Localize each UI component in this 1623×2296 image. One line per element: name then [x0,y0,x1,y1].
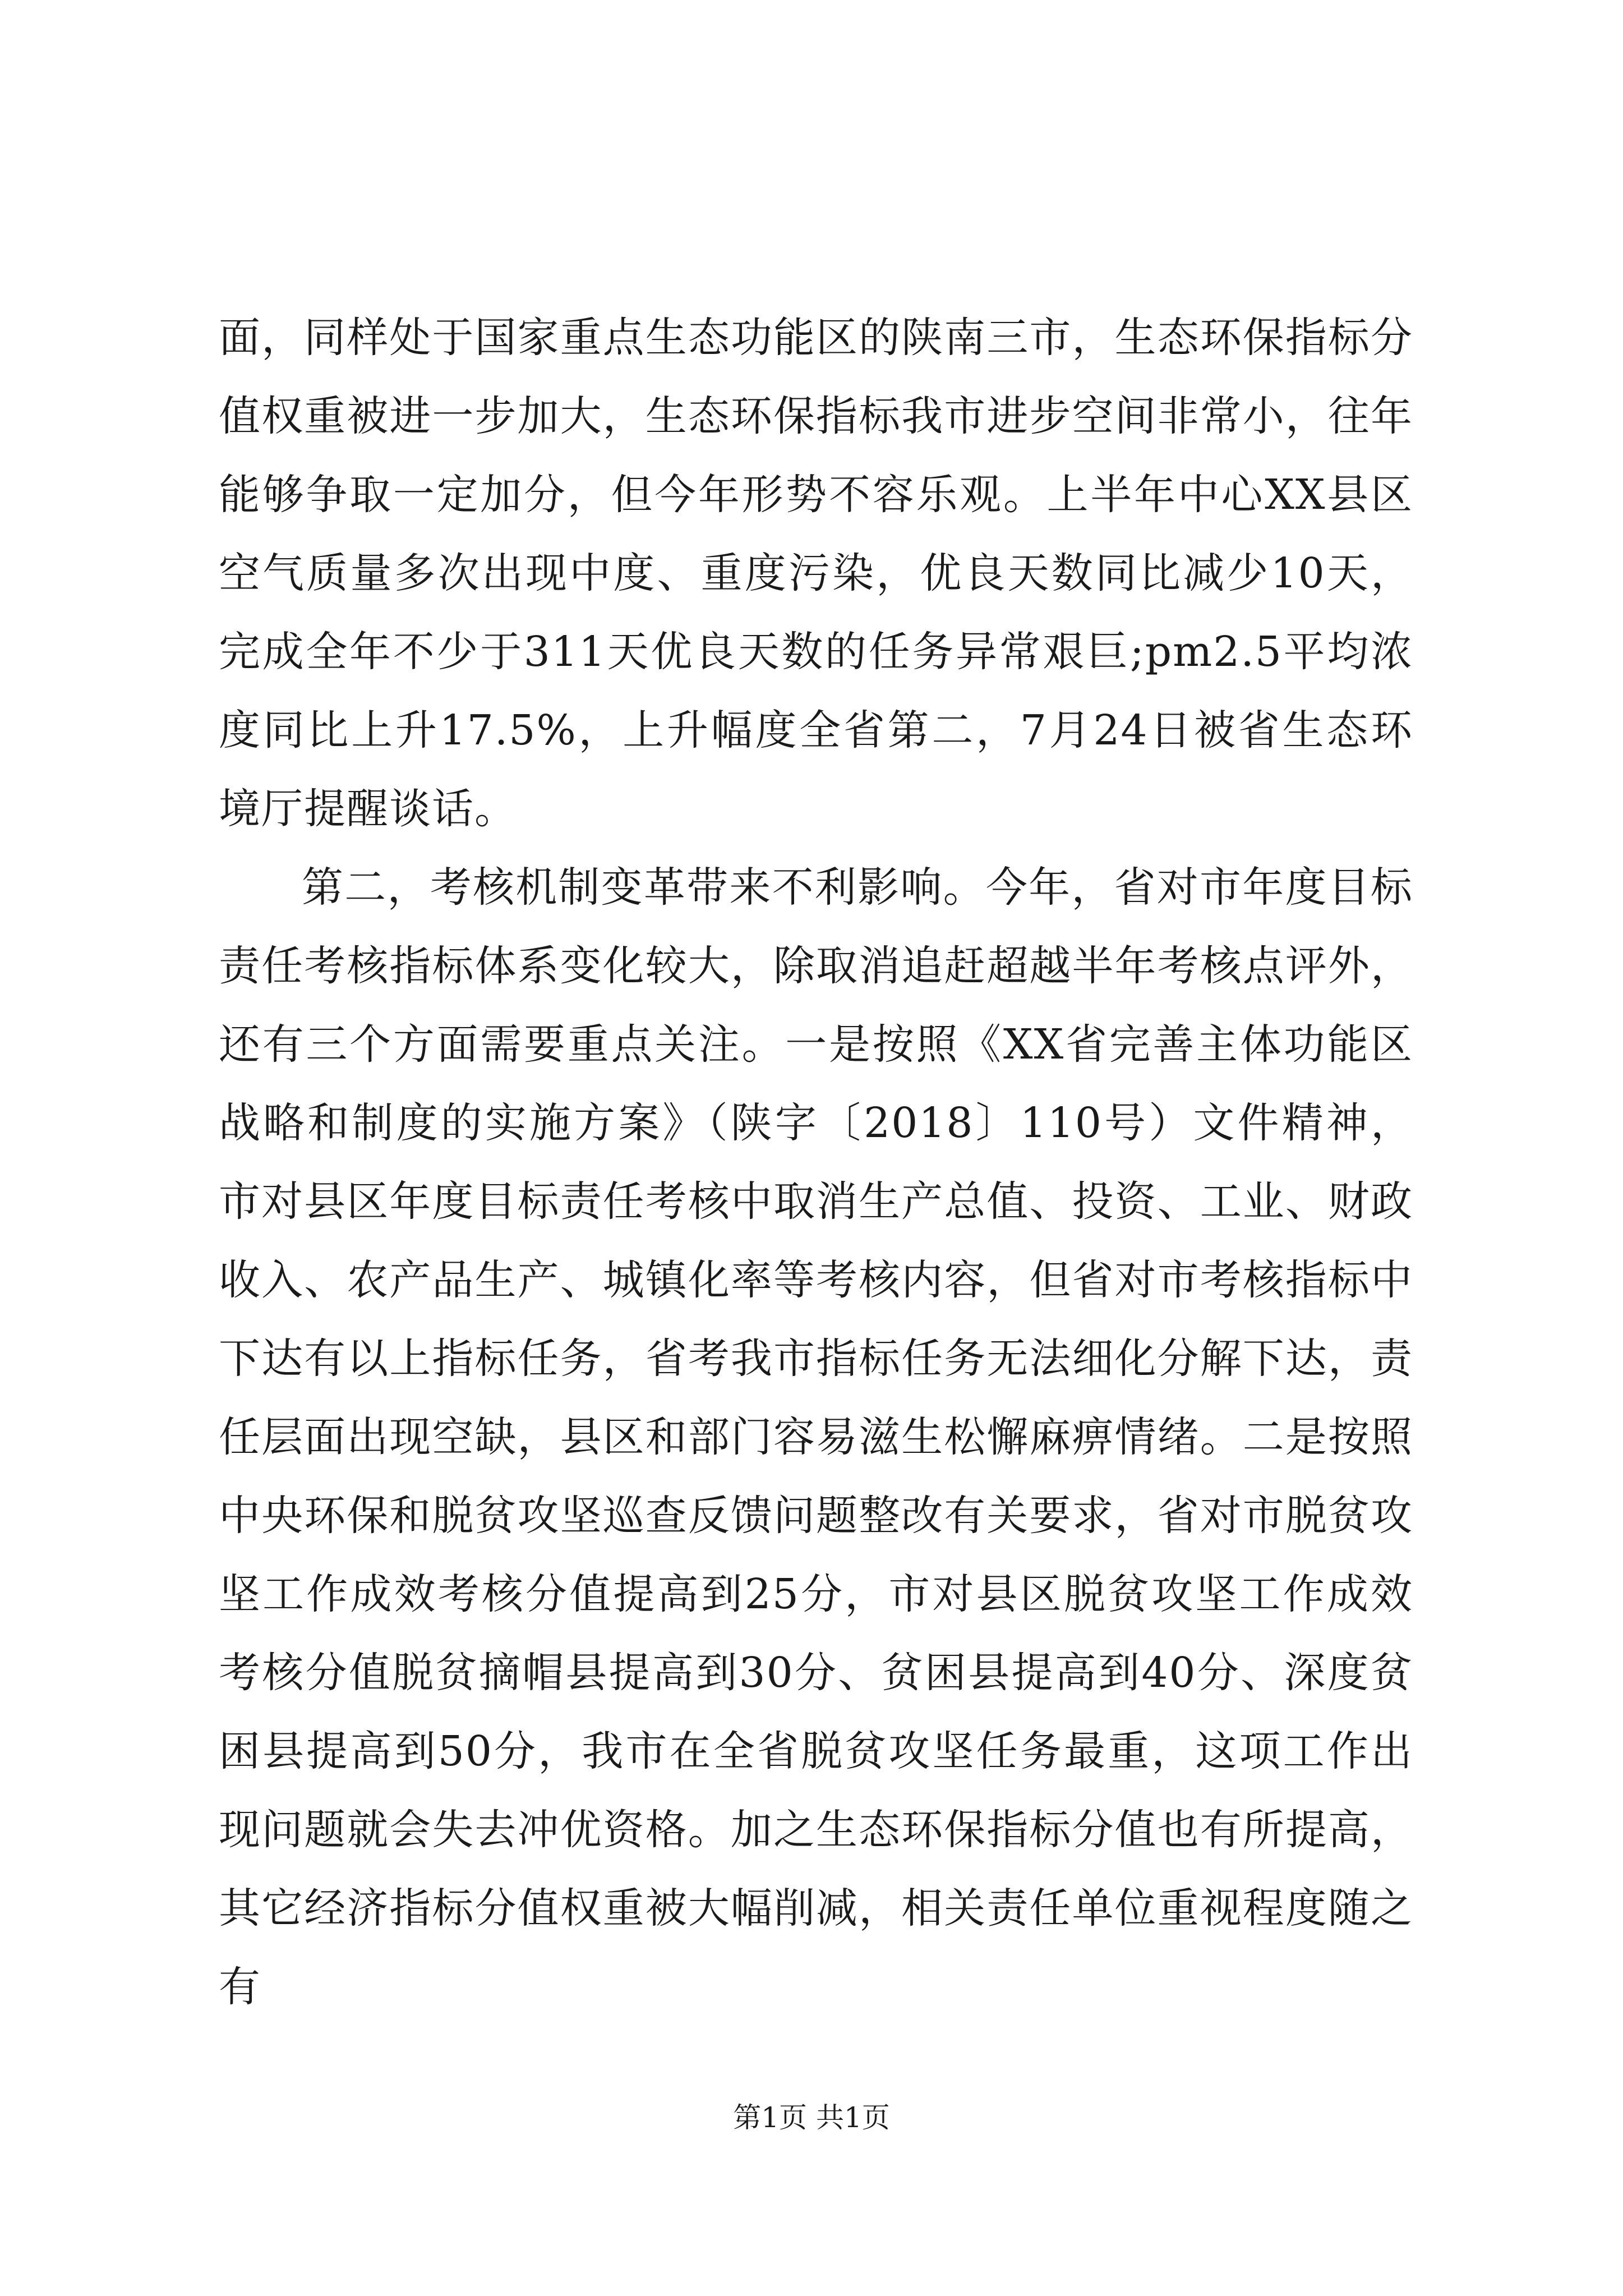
document-body [219,298,1413,2026]
paragraph-2: 第二，考核机制变革带来不利影响。今年，省对市年度目标责任考核指标体系变化较大，除取消追赶超越半年考核点评外，还有三个方面需要重点关注。一是按照《XX省完善主体功能区战略和制度的实施方案》（陕字〔2018〕110号）文件精神，市对县区年度目标责任考核中取消生产总值、投资、工业、财政收入、农产品生产、城镇化率等考核内容，但省对市考核指标中下达有以上指标任务，省考我市指标任务无法细化分解下达，责任层面出现空缺，县区和部门容易滋生松懈麻痹情绪。二是按照中央环保和脱贫攻坚巡查反馈问题整改有关要求，省对市脱贫攻坚工作成效考核分值提高到25分，市对县区脱贫攻坚工作成效考核分值脱贫摘帽县提高到30分、贫困县提高到40分、深度贫困县提高到50分，我市在全省脱贫攻坚任务最重，这项工作出现问题就会失去冲优资格。加之生态环保指标分值也有所提高，其它经济指标分值权重被大幅削减，相关责任单位重视程度随之有 [219,863,1413,2011]
paragraph-1: 面，同样处于国家重点生态功能区的陕南三市，生态环保指标分值权重被进一步加大，生态环保指标我市进步空间非常小，往年能够争取一定加分，但今年形势不容乐观。上半年中心XX县区空气质量多次出现中度、重度污染，优良天数同比减少10天，完成全年不少于311天优良天数的任务异常艰巨;pm2.5平均浓度同比上升17.5%，上升幅度全省第二，7月24日被省生态环境厅提醒谈话。 [219,314,1413,833]
page-footer: 第1页 共1页 [733,2101,890,2134]
